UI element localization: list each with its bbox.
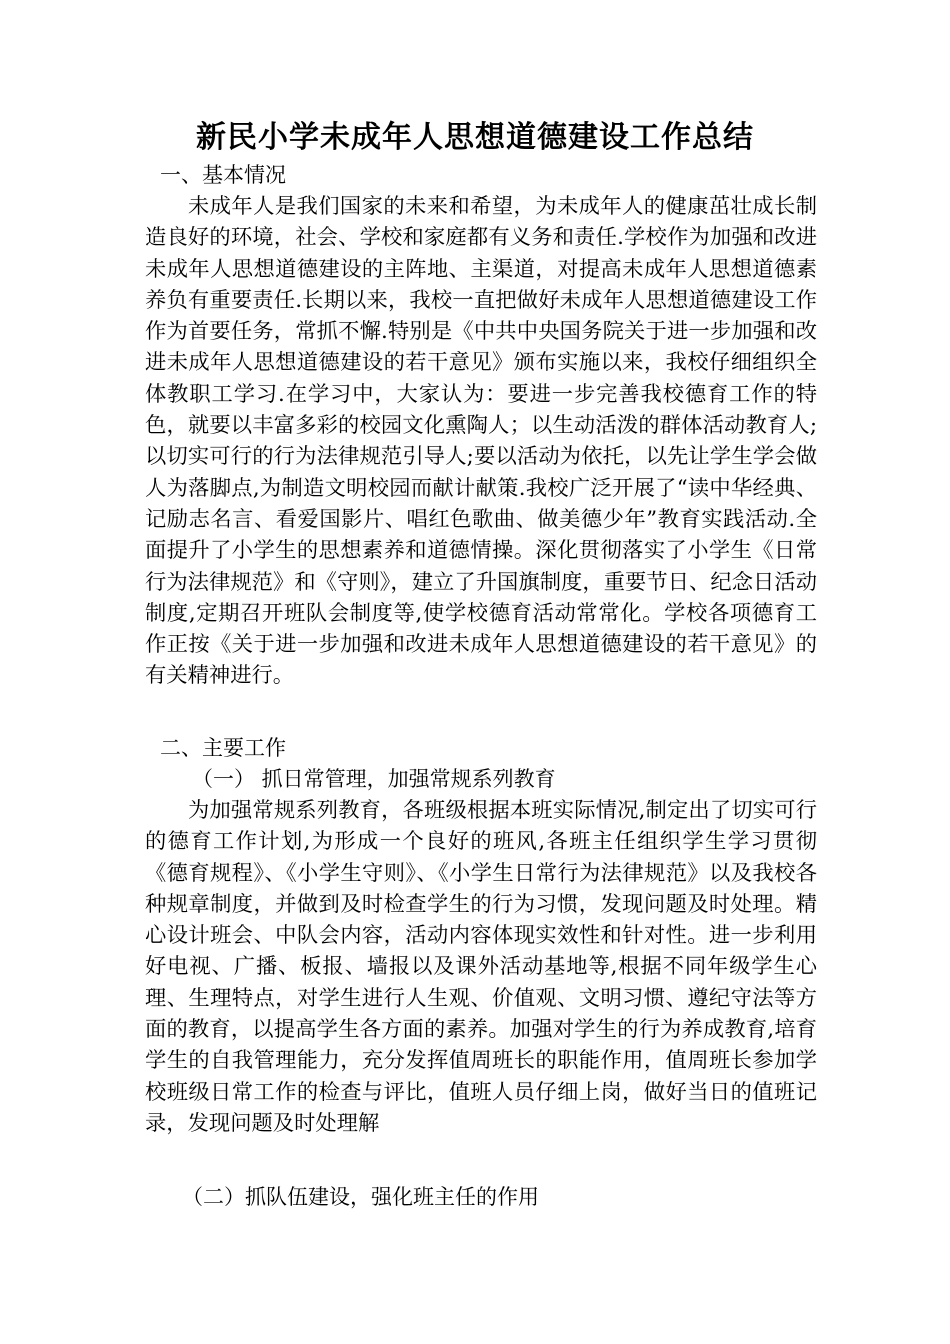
subsection-paragraph-daily-management: 为加强常规系列教育，各班级根据本班实际情况,制定出了切实可行的德育工作计划,为形成一个良好的班风,各班主任组织学生学习贯彻《德育规程》、《小学生守则》、《小学生日常行为法律规范》以及我校各种规章制度，并做到及时检查学生的行为习惯，发现问题及时处理。精心设计班会、中队会内容，活动内容体现实效性和针对性。进一步利用好电视、广播、板报、墙报以及课外活动基地等,根据不同年级学生心理、生理特点，对学生进行人生观、价值观、文明习惯、遵纪守法等方面的教育，以提高学生各方面的素养。加强对学生的行为养成教育,培育学生的自我管理能力，充分发挥值周班长的职能作用，值周班长参加学校班级日常工作的检查与评比，值班人员仔细上岗，做好当日的值班记录，发现问题及时处理解 <box>145 798 817 1136</box>
section-heading-basic-situation: 一、基本情况 <box>160 163 286 187</box>
subsection-heading-team-building: （二）抓队伍建设，强化班主任的作用 <box>182 1185 539 1209</box>
subsection-heading-daily-management: （一） 抓日常管理，加强常规系列教育 <box>192 767 556 791</box>
document-title: 新民小学未成年人思想道德建设工作总结 <box>196 120 754 155</box>
section-paragraph-basic-situation: 未成年人是我们国家的未来和希望，为未成年人的健康茁壮成长制造良好的环境，社会、学校和家庭都有义务和责任.学校作为加强和改进未成年人思想道德建设的主阵地、主渠道，对提高未成年人思想道德素养负有重要责任.长期以来，我校一直把做好未成年人思想道德建设工作作为首要任务，常抓不懈.特别是《中共中央国务院关于进一步加强和改进未成年人思想道德建设的若干意见》颁布实施以来，我校仔细组织全体教职工学习.在学习中，大家认为：要进一步完善我校德育工作的特色，就要以丰富多彩的校园文化熏陶人；以生动活泼的群体活动教育人;以切实可行的行为法律规范引导人;要以活动为依托，以先让学生学会做人为落脚点,为制造文明校园而献计献策.我校广泛开展了“读中华经典、记励志名言、看爱国影片、唱红色歌曲、做美德少年”教育实践活动.全面提升了小学生的思想素养和道德情操。深化贯彻落实了小学生《日常行为法律规范》和《守则》，建立了升国旗制度，重要节日、纪念日活动制度,定期召开班队会制度等,使学校德育活动常常化。学校各项德育工作正按《关于进一步加强和改进未成年人思想道德建设的若干意见》的有关精神进行。 <box>145 194 817 689</box>
section-heading-main-work: 二、主要工作 <box>160 736 286 760</box>
